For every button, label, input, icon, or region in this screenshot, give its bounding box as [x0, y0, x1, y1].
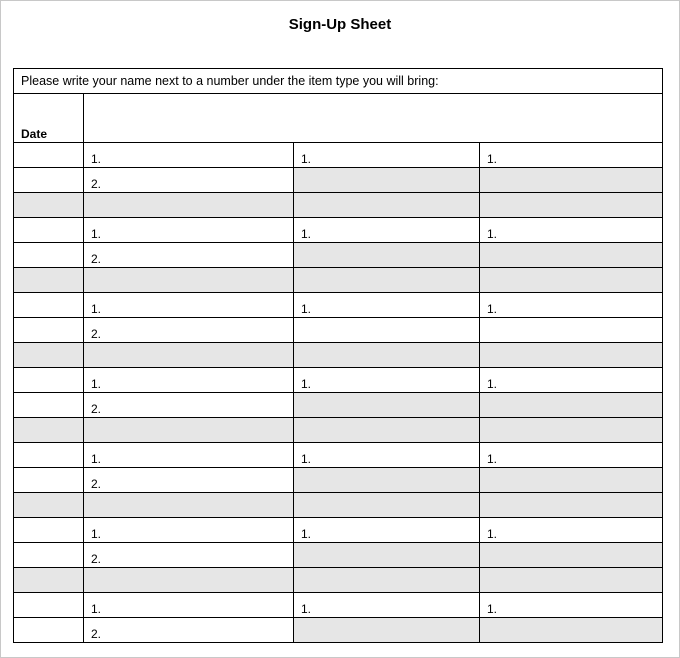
spacer-cell [480, 493, 663, 518]
line-number: 1. [487, 377, 498, 391]
item-cell[interactable] [84, 218, 294, 243]
date-cell[interactable] [14, 293, 84, 318]
item-cell[interactable] [480, 518, 663, 543]
line-number: 2. [91, 402, 102, 416]
spacer-cell [84, 268, 294, 293]
line-number: 1. [91, 227, 102, 241]
instructions-row [14, 69, 663, 94]
date-label: Date [21, 127, 48, 141]
date-cell[interactable] [14, 518, 84, 543]
entry-row [14, 393, 663, 418]
spacer-cell [14, 193, 84, 218]
spacer-cell [480, 193, 663, 218]
line-number: 2. [91, 252, 102, 266]
item-cell[interactable] [84, 468, 294, 493]
spacer-cell [14, 343, 84, 368]
item-cell[interactable] [480, 593, 663, 618]
item-cell[interactable] [294, 143, 480, 168]
item-cell[interactable] [480, 168, 663, 193]
line-number: 1. [487, 527, 498, 541]
spacer-cell [480, 343, 663, 368]
spacer-row [14, 493, 663, 518]
spacer-cell [294, 418, 480, 443]
date-cell[interactable] [14, 168, 84, 193]
line-number: 2. [91, 552, 102, 566]
item-cell[interactable] [294, 393, 480, 418]
instructions-text: Please write your name next to a number under the item type you will bring: [14, 69, 663, 94]
spacer-cell [294, 343, 480, 368]
spacer-cell [84, 193, 294, 218]
line-number: 2. [91, 327, 102, 341]
line-number: 1. [301, 377, 312, 391]
item-cell[interactable] [294, 243, 480, 268]
item-cell[interactable] [294, 543, 480, 568]
item-cell[interactable] [294, 468, 480, 493]
entry-row [14, 618, 663, 643]
line-number: 1. [301, 152, 312, 166]
item-cell[interactable] [84, 243, 294, 268]
item-cell[interactable] [84, 293, 294, 318]
item-cell[interactable] [480, 393, 663, 418]
spacer-cell [14, 418, 84, 443]
entry-row [14, 293, 663, 318]
item-cell[interactable] [84, 618, 294, 643]
spacer-row [14, 193, 663, 218]
line-number: 1. [301, 302, 312, 316]
item-cell[interactable] [294, 593, 480, 618]
line-number: 1. [91, 377, 102, 391]
spacer-cell [294, 193, 480, 218]
item-cell[interactable] [480, 218, 663, 243]
line-number: 1. [487, 302, 498, 316]
line-number: 1. [301, 452, 312, 466]
item-cell[interactable] [84, 443, 294, 468]
date-cell[interactable] [14, 393, 84, 418]
spacer-cell [84, 418, 294, 443]
line-number: 1. [91, 302, 102, 316]
line-number: 1. [487, 452, 498, 466]
item-cell[interactable] [480, 243, 663, 268]
item-cell[interactable] [294, 618, 480, 643]
line-number: 1. [91, 452, 102, 466]
spacer-row [14, 268, 663, 293]
item-cell[interactable] [84, 593, 294, 618]
line-number: 1. [91, 602, 102, 616]
line-number: 1. [301, 227, 312, 241]
spacer-cell [294, 493, 480, 518]
item-cell[interactable] [294, 443, 480, 468]
date-cell[interactable] [14, 368, 84, 393]
line-number: 1. [91, 152, 102, 166]
entry-row [14, 518, 663, 543]
date-header-cell [14, 94, 84, 143]
line-number: 2. [91, 477, 102, 491]
item-cell[interactable] [294, 318, 480, 343]
item-cell[interactable] [294, 293, 480, 318]
item-cell[interactable] [294, 168, 480, 193]
spacer-cell [294, 568, 480, 593]
spacer-cell [14, 268, 84, 293]
item-cell[interactable] [480, 443, 663, 468]
line-number: 1. [487, 152, 498, 166]
spacer-cell [294, 268, 480, 293]
date-cell[interactable] [14, 443, 84, 468]
date-cell[interactable] [14, 543, 84, 568]
entry-row [14, 143, 663, 168]
spacer-cell [84, 493, 294, 518]
item-cell[interactable] [84, 518, 294, 543]
item-cell[interactable] [480, 293, 663, 318]
item-cell[interactable] [480, 368, 663, 393]
date-cell[interactable] [14, 218, 84, 243]
item-type-header-cell[interactable] [84, 94, 663, 143]
item-cell[interactable] [294, 518, 480, 543]
date-cell[interactable] [14, 618, 84, 643]
spacer-cell [480, 268, 663, 293]
entry-row [14, 218, 663, 243]
spacer-cell [480, 568, 663, 593]
entry-row [14, 168, 663, 193]
header-row [14, 94, 663, 143]
spacer-cell [84, 343, 294, 368]
date-cell[interactable] [14, 243, 84, 268]
spacer-row [14, 568, 663, 593]
item-cell[interactable] [480, 618, 663, 643]
entry-row [14, 368, 663, 393]
line-number: 1. [301, 527, 312, 541]
date-cell[interactable] [14, 318, 84, 343]
spacer-cell [480, 418, 663, 443]
entry-row [14, 543, 663, 568]
item-cell[interactable] [84, 143, 294, 168]
line-number: 2. [91, 627, 102, 641]
item-cell[interactable] [84, 393, 294, 418]
date-cell[interactable] [14, 468, 84, 493]
item-cell[interactable] [84, 543, 294, 568]
item-cell[interactable] [480, 143, 663, 168]
line-number: 1. [91, 527, 102, 541]
date-cell[interactable] [14, 143, 84, 168]
item-cell[interactable] [480, 318, 663, 343]
item-cell[interactable] [480, 468, 663, 493]
page-title: Sign-Up Sheet [288, 16, 392, 33]
item-cell[interactable] [294, 368, 480, 393]
spacer-row [14, 343, 663, 368]
line-number: 1. [487, 602, 498, 616]
line-number: 1. [487, 227, 498, 241]
date-cell[interactable] [14, 593, 84, 618]
item-cell[interactable] [294, 218, 480, 243]
item-cell[interactable] [84, 168, 294, 193]
item-cell[interactable] [84, 318, 294, 343]
spacer-cell [14, 493, 84, 518]
line-number: 2. [91, 177, 102, 191]
item-cell[interactable] [84, 368, 294, 393]
spacer-row [14, 418, 663, 443]
spacer-cell [84, 568, 294, 593]
line-number: 1. [301, 602, 312, 616]
signup-table [13, 68, 663, 643]
entry-row [14, 443, 663, 468]
item-cell[interactable] [480, 543, 663, 568]
entry-row [14, 468, 663, 493]
entry-row [14, 318, 663, 343]
spacer-cell [14, 568, 84, 593]
entry-row [14, 243, 663, 268]
entry-row [14, 593, 663, 618]
